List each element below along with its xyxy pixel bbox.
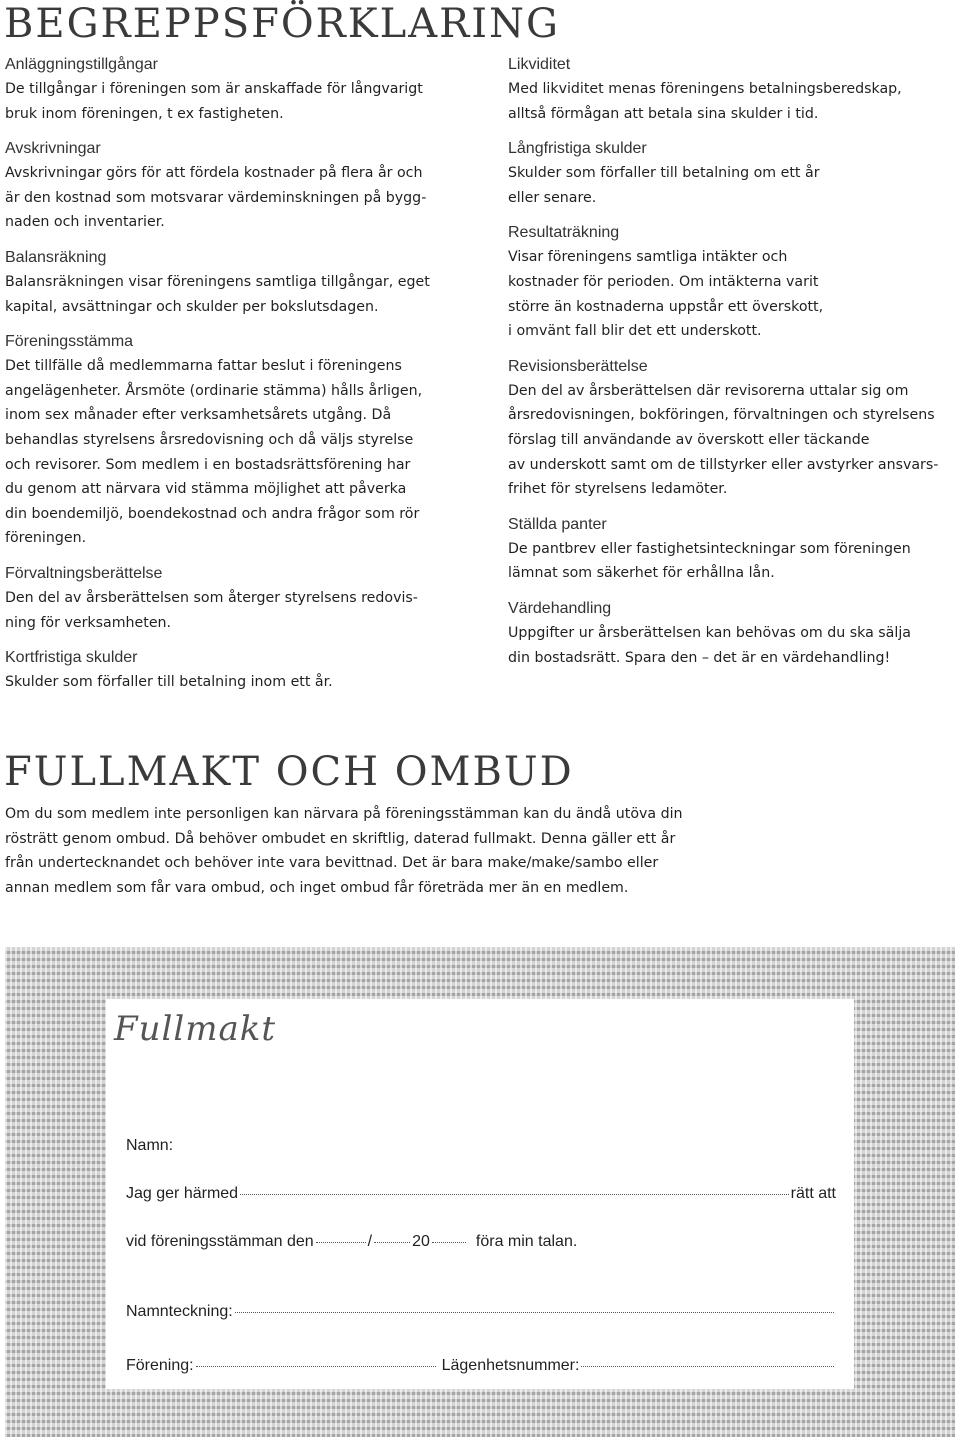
term-definition: Visar föreningens samtliga intäkter och kostnader för perioden. Om intäkterna varit större än kostnaderna uppstår ett överskott, i omvänt fall blir det ett underskott. (508, 249, 824, 340)
term-definition: Avskrivningar görs för att fördela kostnader på flera år och är den kostnad som motsvarar värdeminskningen på bygg- naden och inventarier. (5, 165, 427, 231)
term-definition: Skulder som förfaller till betalning inom ett år. (5, 674, 333, 691)
term-name: Värdehandling (508, 599, 612, 617)
form-title: Fullmakt (114, 1009, 277, 1049)
month-field[interactable] (374, 1241, 410, 1243)
signature-row (126, 1303, 836, 1321)
glossary-left-column (5, 52, 470, 705)
term-definition: Skulder som förfaller till betalning om ett år eller senare. (508, 165, 820, 206)
grantee-field[interactable] (240, 1193, 789, 1195)
glossary-term (508, 52, 960, 126)
term-name: Likviditet (508, 56, 571, 73)
term-definition: Det tillfälle då medlemmarna fattar beslut i föreningens angelägenheter. Årsmöte (ordinarie stämma) hålls årligen, inom sex månader efter verksamhetsårets utgång. Då behandlas styrelsens årsredovisning och då väljs styrelse och revisorer. Som medlem i en bostadsrättsförening har du genom att närvara vid stämma möjlighet att påverka din boendemiljö, boendekostnad och andra frågor som rör föreningen. (5, 358, 423, 547)
grant-row (126, 1185, 836, 1203)
association-row (126, 1357, 836, 1375)
term-definition: Balansräkningen visar föreningens samtliga tillgångar, eget kapital, avsättningar och skulder per bokslutsdagen. (5, 273, 430, 315)
proxy-form-frame (5, 947, 955, 1437)
proxy-section (4, 748, 764, 900)
glossary-term (508, 220, 960, 343)
term-definition: Med likviditet menas föreningens betalningsberedskap, alltså förmågan att betala sina skulder i tid. (508, 81, 902, 122)
term-name: Resultaträkning (508, 224, 620, 242)
term-definition: Den del av årsberättelsen där revisorerna uttalar sig om årsredovisningen, bokföringen, förvaltningen och styrelsens förslag till användande av överskott eller täckande av underskott samt om de tillstyrker eller avstyrker ansvars- frihet för styrelsens ledamöter. (508, 382, 939, 498)
glossary-term (508, 354, 960, 502)
term-name: Förvaltningsberättelse (5, 564, 163, 582)
glossary-term (5, 561, 470, 635)
term-definition: De tillgångar i föreningen som är anskaffade för långvarigt bruk inom föreningen, t ex fastigheten. (5, 81, 423, 122)
name-label: Namn: (126, 1137, 174, 1154)
term-definition: Den del av årsberättelsen som återger styrelsens redovis- ning för verksamheten. (5, 589, 418, 631)
term-name: Balansräkning (5, 248, 107, 266)
year-prefix: 20 (412, 1233, 430, 1250)
glossary-term (508, 512, 960, 586)
proxy-description: Om du som medlem inte personligen kan närvara på föreningsstämman kan du ändå utöva din rösträtt genom ombud. Då behöver ombudet en skriftlig, daterad fullmakt. Denna gäller ett år från undertecknandet och behöver inte vara bevittnad. Det är bara make/make/sambo eller annan medlem som får vara ombud, och inget ombud får företräda mer än en medlem. (5, 806, 683, 896)
meeting-row (126, 1233, 836, 1251)
glossary-title: BEGREPPSFÖRKLARING (4, 1, 560, 47)
meeting-label: vid föreningsstämman den (126, 1233, 314, 1250)
term-name: Kortfristiga skulder (5, 649, 138, 667)
glossary-term (508, 136, 960, 210)
glossary-term (508, 596, 960, 670)
term-name: Anläggningstillgångar (5, 56, 158, 73)
proxy-title: FULLMAKT OCH OMBUD (4, 749, 574, 795)
apartment-field[interactable] (581, 1365, 834, 1367)
term-name: Långfristiga skulder (508, 140, 647, 158)
glossary-term (5, 245, 470, 319)
proxy-form (106, 999, 854, 1389)
meeting-suffix: föra min talan. (475, 1233, 578, 1250)
signature-label: Namnteckning: (126, 1303, 233, 1320)
grant-label: Jag ger härmed (126, 1185, 239, 1202)
association-label: Förening: (126, 1357, 194, 1374)
name-row (126, 1137, 836, 1155)
day-field[interactable] (316, 1241, 366, 1243)
glossary-term (5, 645, 470, 695)
date-separator: / (367, 1233, 373, 1250)
year-field[interactable] (432, 1241, 466, 1243)
glossary-term (5, 52, 470, 126)
term-definition: De pantbrev eller fastighetsinteckningar som föreningen lämnat som säkerhet för erhållna lån. (508, 540, 911, 582)
apartment-label: Lägenhetsnummer: (441, 1357, 580, 1374)
glossary-term (5, 329, 470, 551)
term-name: Ställda panter (508, 515, 607, 533)
glossary-term (5, 136, 470, 235)
term-name: Revisionsberättelse (508, 357, 648, 375)
term-name: Föreningsstämma (5, 333, 134, 351)
association-field[interactable] (196, 1365, 436, 1367)
term-name: Avskrivningar (5, 140, 101, 158)
term-definition: Uppgifter ur årsberättelsen kan behövas om du ska sälja din bostadsrätt. Spara den – det är en värdehandling! (508, 624, 911, 666)
signature-field[interactable] (235, 1311, 834, 1313)
glossary-right-column (508, 52, 960, 680)
grant-suffix: rätt att (790, 1185, 836, 1202)
